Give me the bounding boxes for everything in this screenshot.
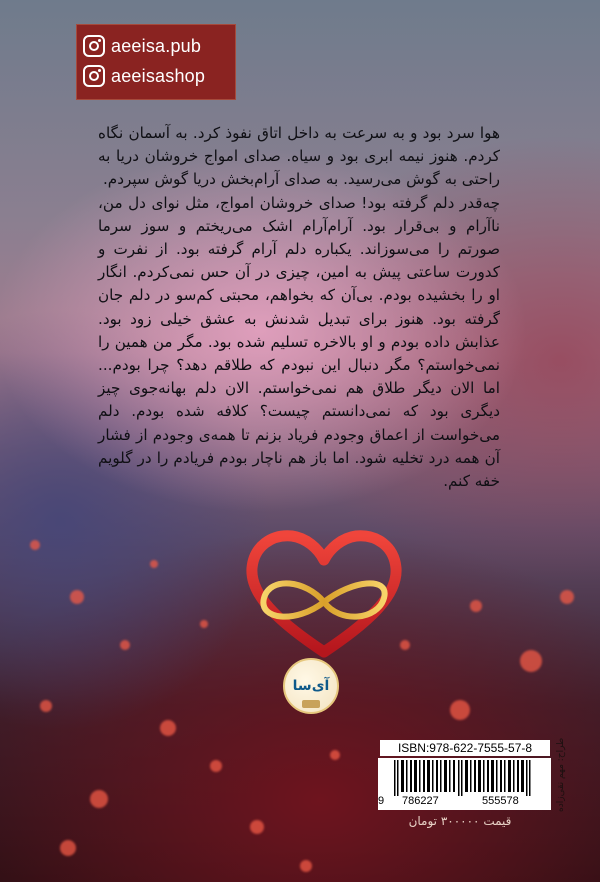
barcode-icon bbox=[384, 760, 544, 796]
heart-icon bbox=[236, 528, 412, 660]
isbn-label: ISBN:978-622-7555-57-8 bbox=[380, 740, 550, 756]
social-handle-shop: aeeisashop bbox=[111, 65, 206, 86]
instagram-icon bbox=[83, 65, 105, 87]
social-media-box bbox=[76, 24, 236, 100]
blurb-paragraph: هوا سرد بود و به سرعت به داخل اتاق نفوذ کرد. به آسمان نگاه کردم. هنوز نیمه ابری بود و سیاه. صدای امواج خروشان دریا به راحتی به گوش می‌رسید. به صدای آرام‌بخش دریا گوش سپردم. bbox=[98, 124, 500, 189]
barcode-digits-right: 555578 bbox=[482, 795, 519, 807]
publisher-badge bbox=[302, 700, 320, 708]
social-row-shop bbox=[83, 65, 205, 87]
back-cover-blurb bbox=[98, 122, 500, 493]
heart-infinity-emblem bbox=[236, 528, 412, 660]
barcode-digits-left: 786227 bbox=[402, 795, 439, 807]
barcode-digit-prefix: 9 bbox=[378, 795, 385, 807]
blurb-paragraph: چه‌قدر دلم گرفته بود! صدای خروشان امواج، مثل نوای دل من، ناآرام و بی‌قرار بود. آرام‌آرام اشک می‌ریختم و سوز سرما صورتم را می‌سوزاند. یکباره دلم آرام گرفته بود. از نفرت و کدورت ساعتی پیش به امین، چیزی در آن حس نمی‌کردم. انگار او را بخشیده بودم. بی‌آن که بخواهم، محبتی کم‌سو در دلم جان گرفته بود. هنوز برای تبدیل شدنش به عشق خیلی زود بود. عذابش داده بودم و او بالاخره تسلیم شده بود. مگر من همین را نمی‌خواستم؟ مگر دنبال این نبودم که طلاقم دهد؟ چرا بودم... اما الان دیگر طلاق هم نمی‌خواستم. الان دلم بهانه‌جوی چیز دیگری بود که نمی‌دانستم چیست؟ کلافه شده بودم. دلم می‌خواست از اعماق وجودم فریاد بزنم تا همه‌ی وجودم از فشار آن همه درد تخلیه شود. اما باز هم ناچار بودم فریادم را در گلویم خفه کنم. bbox=[98, 193, 500, 491]
social-handle-pub: aeeisa.pub bbox=[111, 35, 202, 56]
price-label: قیمت ۳۰۰۰۰۰ تومان bbox=[408, 814, 512, 828]
social-row-pub bbox=[83, 35, 201, 57]
instagram-icon bbox=[83, 35, 105, 57]
designer-credit: طراح: مهم نقی‌زاده bbox=[556, 738, 566, 813]
barcode-area bbox=[378, 758, 551, 810]
publisher-logo-text: آی‌سا bbox=[292, 678, 330, 694]
